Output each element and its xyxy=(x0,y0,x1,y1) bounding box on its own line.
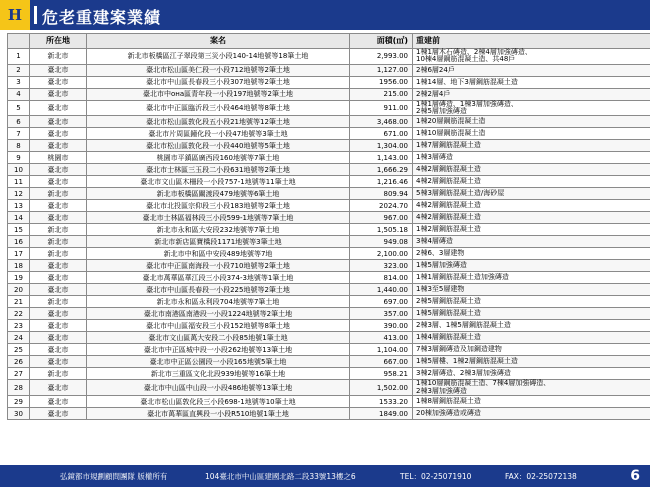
table-row xyxy=(8,152,650,164)
cell-area: 215.00 xyxy=(350,88,413,100)
column-header-case-name: 案名 xyxy=(87,34,350,49)
cell-case-name: 桃園市平鎮區廣西段160地號等7筆土地 xyxy=(87,152,350,164)
cell-no: 20 xyxy=(8,284,30,296)
cell-area: 1,127.00 xyxy=(350,64,413,76)
column-header-no xyxy=(8,34,30,49)
cell-case-name: 臺北市士林區三玉段二小段631地號等2筆土地 xyxy=(87,164,350,176)
table-row xyxy=(8,76,650,88)
table-body xyxy=(8,49,650,420)
cell-no: 1 xyxy=(8,49,30,65)
table-row xyxy=(8,128,650,140)
cell-before-line: 1棟2層鋼筋混凝土造 xyxy=(416,225,481,234)
cell-area: 3,468.00 xyxy=(350,116,413,128)
cell-before xyxy=(413,64,650,76)
cell-before-line: 20棟加強磚造或磚造 xyxy=(416,408,481,417)
cell-before xyxy=(413,224,650,236)
footer-address: 104臺北市中山區建國北路二段33號13樓之6 xyxy=(205,472,356,481)
cell-case-name: 臺北市片周區鐘化段一小段47地號等3筆土地 xyxy=(87,128,350,140)
table-row xyxy=(8,408,650,420)
cell-before-line: 2棟5層鋼筋混凝土造 xyxy=(416,297,481,306)
cell-location: 臺北市 xyxy=(30,100,87,116)
table-row xyxy=(8,116,650,128)
cell-before xyxy=(413,248,650,260)
cell-case-name: 新北市新店區寶橋段1171地號等3筆土地 xyxy=(87,236,350,248)
cell-location: 臺北市 xyxy=(30,320,87,332)
cell-case-name: 臺北市松山區敦化段一小段440地號等5筆土地 xyxy=(87,140,350,152)
cell-case-name: 新北市永和區大安段232地號等7筆土地 xyxy=(87,224,350,236)
cell-location: 臺北市 xyxy=(30,164,87,176)
cell-no: 12 xyxy=(8,188,30,200)
table-row xyxy=(8,284,650,296)
cell-before xyxy=(413,380,650,396)
table-row xyxy=(8,49,650,65)
table-row xyxy=(8,308,650,320)
cell-location: 臺北市 xyxy=(30,380,87,396)
cell-case-name: 新北市三重區文化北段939地號等16筆土地 xyxy=(87,368,350,380)
cell-location: 新北市 xyxy=(30,296,87,308)
cell-no: 18 xyxy=(8,260,30,272)
cell-area: 1,440.00 xyxy=(350,284,413,296)
cell-before xyxy=(413,76,650,88)
cell-no: 23 xyxy=(8,320,30,332)
cell-before-line: 2棟5層加強磚造 xyxy=(416,107,467,116)
cell-before xyxy=(413,140,650,152)
footer-copyright: 弘鏡都市規劃顧問團隊 版權所有 xyxy=(60,472,168,481)
table-row xyxy=(8,188,650,200)
cell-no: 17 xyxy=(8,248,30,260)
cell-area: 2024.70 xyxy=(350,200,413,212)
cell-location: 臺北市 xyxy=(30,116,87,128)
table-row xyxy=(8,236,650,248)
cell-before xyxy=(413,236,650,248)
column-header-location: 所在地 xyxy=(30,34,87,49)
cell-location: 臺北市 xyxy=(30,88,87,100)
cell-location: 新北市 xyxy=(30,236,87,248)
cell-before xyxy=(413,116,650,128)
cell-location: 臺北市 xyxy=(30,308,87,320)
table-row xyxy=(8,368,650,380)
cell-area: 1956.00 xyxy=(350,76,413,88)
records-table xyxy=(7,33,650,420)
column-header-area: 面積(㎡) xyxy=(350,34,413,49)
page-footer xyxy=(0,465,650,487)
cell-location: 新北市 xyxy=(30,368,87,380)
cell-case-name: 臺北市萬華區華江段三小段374-3地號等1筆土地 xyxy=(87,272,350,284)
table-row xyxy=(8,224,650,236)
cell-before xyxy=(413,344,650,356)
table-row xyxy=(8,140,650,152)
cell-case-name: 臺北市中正區臨沂段三小段464地號等8筆土地 xyxy=(87,100,350,116)
cell-before xyxy=(413,212,650,224)
cell-before-line: 2棟3層、1棟5層鋼筋混凝土造 xyxy=(416,321,511,330)
cell-case-name: 臺北市松山區敦化段五小段21地號等12筆土地 xyxy=(87,116,350,128)
cell-before xyxy=(413,176,650,188)
cell-area: 357.00 xyxy=(350,308,413,320)
footer-tel: TEL：02-25071910 xyxy=(400,472,472,481)
cell-no: 16 xyxy=(8,236,30,248)
header-divider xyxy=(34,6,37,24)
cell-location: 臺北市 xyxy=(30,140,87,152)
cell-case-name: 臺北市中山區福安段三小段152地號等8筆土地 xyxy=(87,320,350,332)
cell-no: 5 xyxy=(8,100,30,116)
records-table-wrapper xyxy=(7,33,643,420)
cell-location: 新北市 xyxy=(30,188,87,200)
cell-before-line: 1棟1層木石磚造、2棟4層加強磚造、 xyxy=(416,48,532,56)
cell-before-line: 1棟3至5層建物 xyxy=(416,285,465,294)
table-row xyxy=(8,64,650,76)
cell-area: 1533.20 xyxy=(350,396,413,408)
cell-no: 24 xyxy=(8,332,30,344)
cell-before-line: 1棟4層鋼筋混凝土造 xyxy=(416,333,481,342)
cell-area: 958.21 xyxy=(350,368,413,380)
table-row xyxy=(8,248,650,260)
cell-before-line: 1棟20層鋼筋混凝土造 xyxy=(416,117,486,126)
cell-before-line: 3棟2層磚造、2棟3層加強磚造 xyxy=(416,369,511,378)
table-row xyxy=(8,356,650,368)
cell-area: 413.00 xyxy=(350,332,413,344)
table-row xyxy=(8,100,650,116)
cell-area: 1,216.46 xyxy=(350,176,413,188)
cell-location: 臺北市 xyxy=(30,356,87,368)
table-row xyxy=(8,320,650,332)
cell-before-line: 4棟2層鋼筋混凝土造 xyxy=(416,177,481,186)
cell-before xyxy=(413,356,650,368)
column-header-before: 重建前 xyxy=(413,34,650,49)
cell-before xyxy=(413,408,650,420)
cell-area: 1849.00 xyxy=(350,408,413,420)
cell-before xyxy=(413,320,650,332)
cell-before xyxy=(413,272,650,284)
cell-no: 29 xyxy=(8,396,30,408)
cell-no: 13 xyxy=(8,200,30,212)
cell-before-line: 10棟4層鋼筋混凝土造、共48戶 xyxy=(416,55,516,64)
cell-before xyxy=(413,128,650,140)
cell-case-name: 臺北市文山區木柵段一小段757-1地號等11筆土地 xyxy=(87,176,350,188)
cell-before-line: 5棟3層鋼筋混凝土造/海砂屋 xyxy=(416,189,505,198)
cell-before xyxy=(413,188,650,200)
cell-before-line: 1棟14層、地下3層鋼筋混凝土造 xyxy=(416,77,518,86)
cell-before-line: 1棟10層鋼筋混凝土造 xyxy=(416,129,486,138)
cell-before xyxy=(413,164,650,176)
cell-location: 臺北市 xyxy=(30,408,87,420)
cell-before-line: 4棟2層鋼筋混凝土造 xyxy=(416,201,481,210)
logo-icon: H xyxy=(7,6,23,24)
cell-before xyxy=(413,396,650,408)
page-header xyxy=(0,0,650,30)
table-row xyxy=(8,164,650,176)
cell-location: 桃園市 xyxy=(30,152,87,164)
cell-no: 14 xyxy=(8,212,30,224)
table-row xyxy=(8,380,650,396)
cell-before xyxy=(413,332,650,344)
cell-location: 臺北市 xyxy=(30,284,87,296)
cell-before xyxy=(413,49,650,65)
cell-no: 6 xyxy=(8,116,30,128)
page-title: 危老重建案業績 xyxy=(42,8,162,27)
cell-no: 7 xyxy=(8,128,30,140)
table-row xyxy=(8,212,650,224)
cell-area: 671.00 xyxy=(350,128,413,140)
cell-no: 8 xyxy=(8,140,30,152)
cell-location: 臺北市 xyxy=(30,396,87,408)
cell-no: 4 xyxy=(8,88,30,100)
cell-before xyxy=(413,152,650,164)
cell-case-name: 臺北市中山區長春段一小段225地號等2筆土地 xyxy=(87,284,350,296)
cell-location: 臺北市 xyxy=(30,344,87,356)
cell-no: 2 xyxy=(8,64,30,76)
cell-before xyxy=(413,308,650,320)
cell-before-line: 4棟2層鋼筋混凝土造 xyxy=(416,213,481,222)
cell-case-name: 臺北市中正區城中段一小段262地號等13筆土地 xyxy=(87,344,350,356)
cell-area: 1,143.00 xyxy=(350,152,413,164)
cell-area: 1,666.29 xyxy=(350,164,413,176)
cell-location: 新北市 xyxy=(30,224,87,236)
cell-case-name: 臺北市北投區宗仰段三小段183地號等2筆土地 xyxy=(87,200,350,212)
cell-area: 911.00 xyxy=(350,100,413,116)
cell-before xyxy=(413,88,650,100)
cell-location: 臺北市 xyxy=(30,128,87,140)
cell-location: 新北市 xyxy=(30,49,87,65)
cell-area: 1,505.18 xyxy=(350,224,413,236)
cell-no: 11 xyxy=(8,176,30,188)
cell-area: 1,502.00 xyxy=(350,380,413,396)
cell-no: 3 xyxy=(8,76,30,88)
cell-case-name: 臺北市中она區青年段一小段197地號等2筆土地 xyxy=(87,88,350,100)
cell-area: 1,104.00 xyxy=(350,344,413,356)
cell-no: 15 xyxy=(8,224,30,236)
logo-badge xyxy=(0,0,30,30)
cell-case-name: 臺北市中山區中山段一小段486地號等13筆土地 xyxy=(87,380,350,396)
cell-case-name: 臺北市文山區萬大安段二小段85地號1筆土地 xyxy=(87,332,350,344)
cell-location: 臺北市 xyxy=(30,212,87,224)
cell-area: 390.00 xyxy=(350,320,413,332)
cell-area: 667.00 xyxy=(350,356,413,368)
cell-before-line: 2棟6層24戶 xyxy=(416,65,455,74)
cell-before-line: 1棟10層鋼筋混凝土造、7棟4層加強磚造、 xyxy=(416,379,551,388)
cell-case-name: 臺北市南港區南港段一小段1224地號等2筆土地 xyxy=(87,308,350,320)
cell-area: 323.00 xyxy=(350,260,413,272)
cell-before xyxy=(413,100,650,116)
cell-case-name: 新北市永和區永利段704地號等7筆土地 xyxy=(87,296,350,308)
cell-location: 臺北市 xyxy=(30,64,87,76)
table-row xyxy=(8,332,650,344)
cell-case-name: 臺北市中山區長春段三小段307地號等2筆土地 xyxy=(87,76,350,88)
cell-area: 814.00 xyxy=(350,272,413,284)
cell-no: 22 xyxy=(8,308,30,320)
cell-area: 1,304.00 xyxy=(350,140,413,152)
page-number: 6 xyxy=(630,468,640,484)
table-row xyxy=(8,176,650,188)
cell-before xyxy=(413,260,650,272)
cell-no: 25 xyxy=(8,344,30,356)
cell-case-name: 臺北市中正區公園段一小段165地號5筆土地 xyxy=(87,356,350,368)
cell-before xyxy=(413,200,650,212)
table-row xyxy=(8,88,650,100)
table-row xyxy=(8,272,650,284)
cell-before-line: 7棟3層鋼磚造及加鋼造建物 xyxy=(416,345,502,354)
table-row xyxy=(8,344,650,356)
table-row xyxy=(8,200,650,212)
cell-before-line: 1棟1層磚造、1棟3層加強磚造、 xyxy=(416,99,518,108)
cell-no: 26 xyxy=(8,356,30,368)
cell-location: 臺北市 xyxy=(30,76,87,88)
cell-no: 19 xyxy=(8,272,30,284)
cell-case-name: 臺北市松山區美仁段一小段712地號等2筆土地 xyxy=(87,64,350,76)
cell-area: 2,993.00 xyxy=(350,49,413,65)
cell-area: 967.00 xyxy=(350,212,413,224)
cell-before-line: 1棟5層樓、1棟2層鋼筋混凝土造 xyxy=(416,357,518,366)
cell-location: 臺北市 xyxy=(30,176,87,188)
cell-case-name: 新北市板橋區關渡段479地號等6筆土地 xyxy=(87,188,350,200)
table-row xyxy=(8,260,650,272)
cell-before-line: 1棟8層鋼筋混凝土造 xyxy=(416,396,481,405)
cell-before xyxy=(413,296,650,308)
cell-case-name: 臺北市萬華區直興段一小段R510地號1筆土地 xyxy=(87,408,350,420)
cell-area: 809.94 xyxy=(350,188,413,200)
cell-location: 臺北市 xyxy=(30,332,87,344)
cell-before-line: 3棟4層磚造 xyxy=(416,237,453,246)
cell-no: 30 xyxy=(8,408,30,420)
cell-before-line: 1棟7層鋼筋混凝土造 xyxy=(416,141,481,150)
cell-case-name: 臺北市松山區敦化段三小段698-1地號等10筆土地 xyxy=(87,396,350,408)
cell-location: 臺北市 xyxy=(30,272,87,284)
cell-area: 2,100.00 xyxy=(350,248,413,260)
table-header-row xyxy=(8,34,650,49)
cell-no: 9 xyxy=(8,152,30,164)
cell-before-line: 2棟6、3層建物 xyxy=(416,249,465,258)
cell-case-name: 臺北市士林區福林段三小段599-1地號等7筆土地 xyxy=(87,212,350,224)
cell-no: 21 xyxy=(8,296,30,308)
cell-no: 28 xyxy=(8,380,30,396)
cell-before-line: 1棟1層鋼筋混凝土造加強磚造 xyxy=(416,273,509,282)
cell-case-name: 臺北市中正區南海段一小段710地號等2筆土地 xyxy=(87,260,350,272)
cell-before-line: 1棟3層磚造 xyxy=(416,153,453,162)
cell-case-name: 新北市中和區中安段489地號等7地 xyxy=(87,248,350,260)
footer-fax: FAX：02-25072138 xyxy=(505,472,577,481)
cell-before-line: 2棟2層4戶 xyxy=(416,89,451,98)
cell-before-line: 1棟5層加強磚造 xyxy=(416,261,467,270)
cell-before xyxy=(413,284,650,296)
cell-before-line: 2棟3層加強磚造 xyxy=(416,386,467,395)
cell-area: 949.08 xyxy=(350,236,413,248)
cell-location: 臺北市 xyxy=(30,260,87,272)
cell-area: 697.00 xyxy=(350,296,413,308)
cell-no: 27 xyxy=(8,368,30,380)
cell-location: 新北市 xyxy=(30,248,87,260)
cell-before-line: 4棟2層鋼筋混凝土造 xyxy=(416,165,481,174)
cell-before-line: 1棟5層鋼筋混凝土造 xyxy=(416,309,481,318)
table-row xyxy=(8,296,650,308)
cell-case-name: 新北市板橋區江子翠段第三災小段140-14地號等18筆土地 xyxy=(87,49,350,65)
cell-location: 臺北市 xyxy=(30,200,87,212)
table-row xyxy=(8,396,650,408)
cell-no: 10 xyxy=(8,164,30,176)
